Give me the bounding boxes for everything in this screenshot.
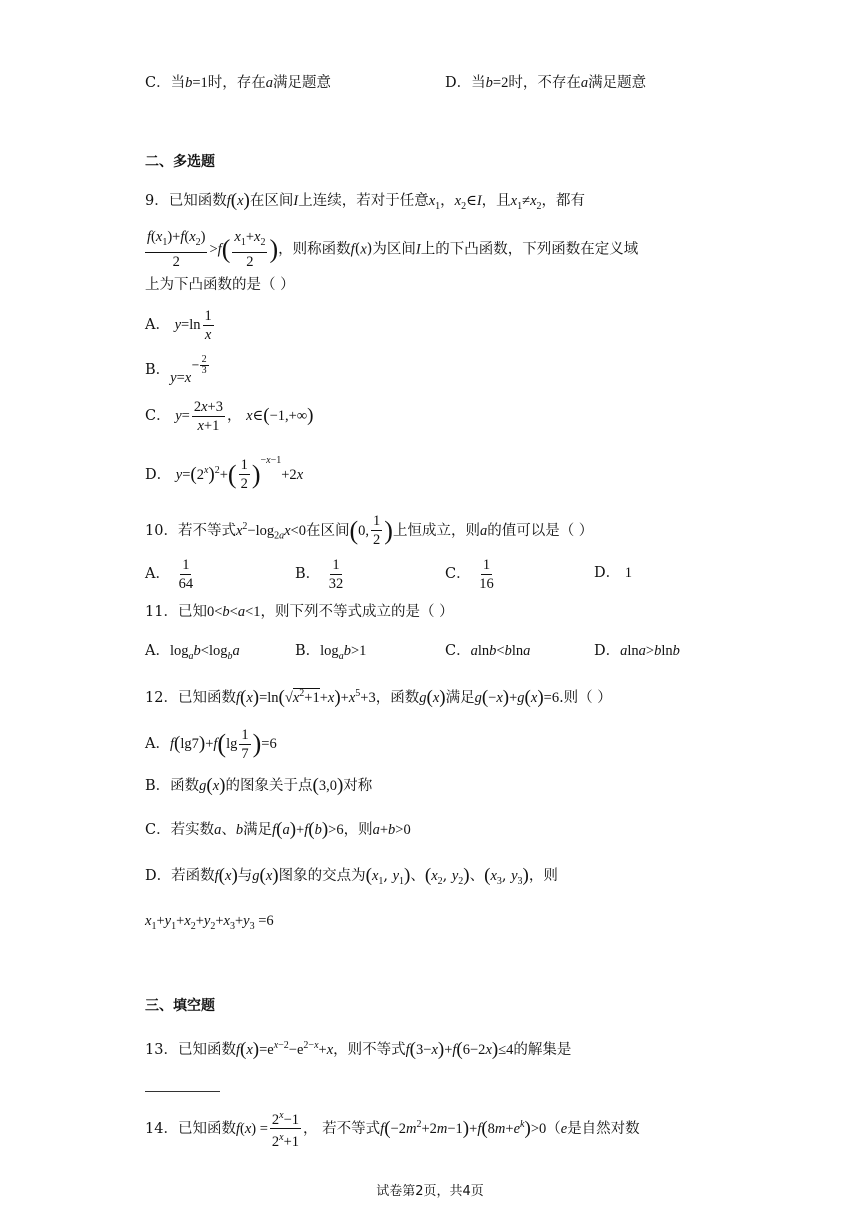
q13-stem: 13．已知函数$f(x)=e^{x-2}-e^{2-x}+x$，则不等式f(3−x)+f(6−2x)≤4的解集是 (145, 1038, 572, 1060)
q11-option-b: B．$\log_ab>1$ (295, 643, 367, 662)
q9-option-d: D． $y=(2^x)^2+$( $\frac{1}{2}$ )$^{-x-1}$+2x (145, 455, 304, 493)
q9-option-a: A． y=ln $\frac{1}{x}$ (145, 307, 212, 343)
q11-option-c: C．alnb<blna (445, 643, 531, 659)
q10-stem: 10．若不等式$x^2-\log_{2a}x<0$在区间(0, $\frac{1}{2}$ )上恒成立，则a的值可以是（ ） (145, 513, 594, 549)
q8-option-d: D．当b=2时，不存在a满足题意 (445, 75, 647, 91)
q9-stem-line3: 上为下凸函数的是（ ） (145, 277, 295, 293)
section-fill-blank-title: 三、填空题 (145, 998, 215, 1014)
q9-option-b: B．$y=x^{- \frac{2}{3}}$ (145, 354, 207, 386)
section-multi-choice-title: 二、多选题 (145, 154, 215, 170)
q9-stem-line2: $\frac{f(x_1)+f(x_2)}{2}$ >f( $\frac{x_1+x_2}{2}$ )，则称函数f(x)为区间I上的下凸函数，下列函数在定义域 (147, 229, 639, 270)
q12-option-a: A．f(lg7)+f(lg $\frac{1}{7}$ )=6 (145, 726, 277, 762)
q10-option-a: A． $\frac{1}{64}$ (145, 556, 194, 592)
q14-stem: 14．已知函数f(x) = $\frac{2^x-1}{2^x+1}$ ， 若不等式$f(-2m^2+2m-1)+f(8m+e^k)>0(e$是自然对数 (145, 1106, 640, 1151)
q8-option-c: C．当b=1时，存在a满足题意 (145, 75, 332, 91)
q12-stem: 12．已知函数$f(x)=\ln(√x^2+1+x)+x^5+3$，函数g(x)满足g(−x)+g(x)=6.则（ ） (145, 686, 612, 708)
q12-option-d: D．若函数f(x)与g(x)图象的交点为($x_1$, $y_1$)、($x_2$, $y_2$)、($x_3$, $y_3$)，则 (145, 865, 558, 887)
q12-option-d-line2: $x_1+y_1+x_2+y_2+x_3+y_3 =6$ (145, 913, 274, 932)
q10-option-d: D． 1 (594, 565, 632, 581)
q13-answer-blank[interactable] (145, 1091, 220, 1092)
q10-option-b: B． $\frac{1}{32}$ (295, 556, 344, 592)
q11-option-a: A．$\log_ab<\log_ba$ (145, 643, 240, 662)
q12-option-b: B．函数g(x)的图象关于点(3,0)对称 (145, 775, 373, 796)
q9-stem-line1: 9．已知函数f(x)在区间I上连续，若对于任意$x_1$，$x_2\in I$，且$x_1\ne x_2$，都有 (145, 190, 585, 212)
q11-option-d: D．alna>blnb (594, 643, 680, 659)
q10-option-c: C． $\frac{1}{16}$ (445, 556, 494, 592)
page-footer: 试卷第2页，共4页 (376, 1184, 484, 1199)
q9-option-c: C． y= $\frac{2x+3}{x+1}$ ， x∈(−1,+∞) (145, 398, 314, 434)
q12-option-c: C．若实数a、b满足f(a)+f(b)>6，则a+b>0 (145, 819, 411, 840)
q11-stem: 11．已知0<b<a<1，则下列不等式成立的是（ ） (145, 604, 454, 620)
